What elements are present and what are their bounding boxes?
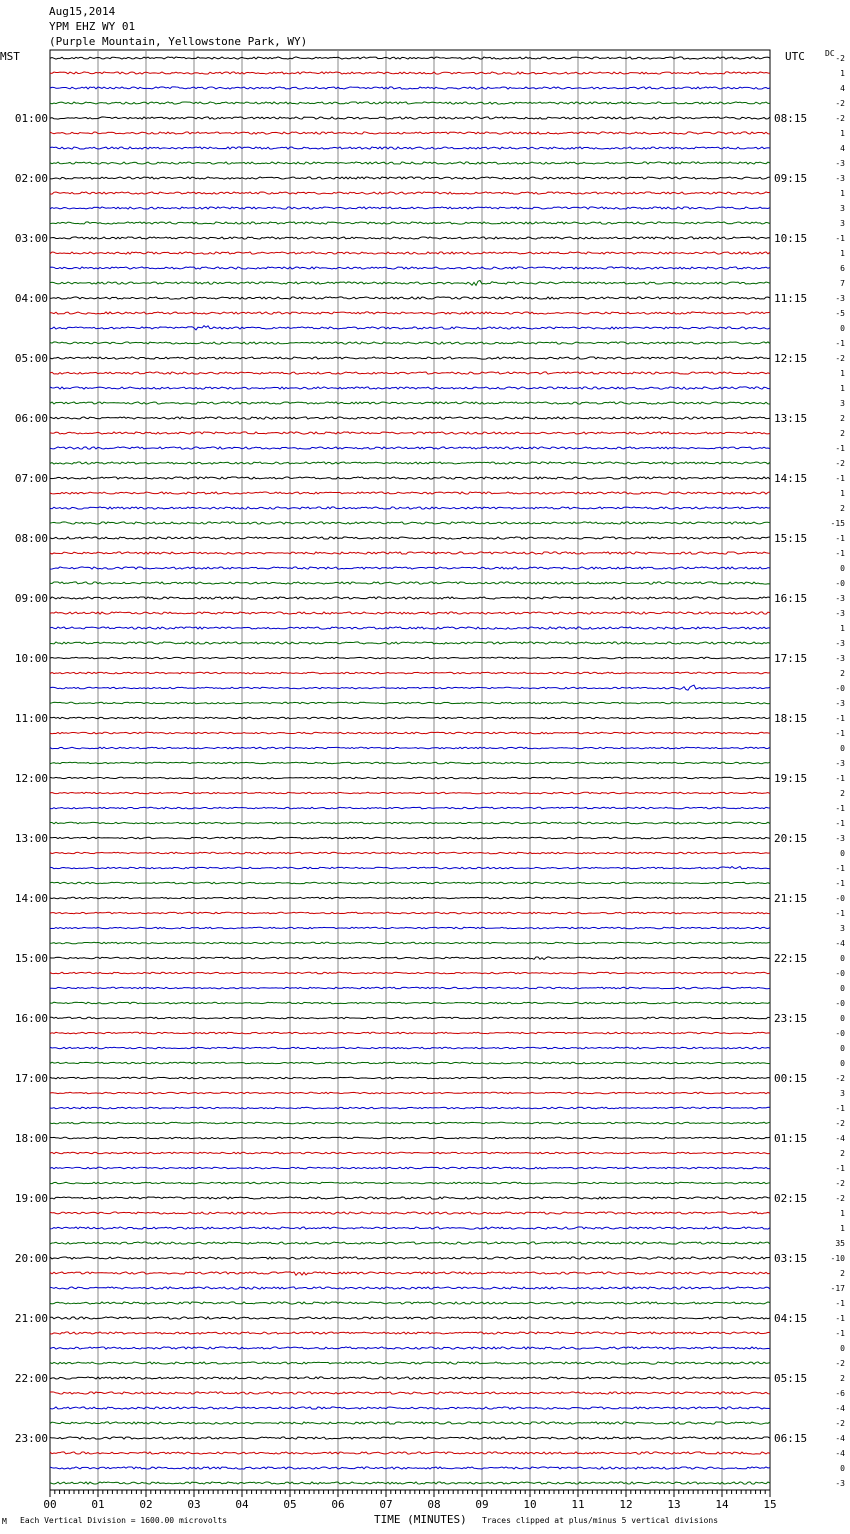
trace-line [50,597,770,599]
trace-line [50,372,770,374]
dc-offset-label: -3 [835,294,845,303]
hour-label-utc: 05:15 [774,1372,808,1385]
dc-offset-label: -1 [835,1329,845,1338]
dc-offset-label: 1 [840,69,845,78]
dc-offset-label: 1 [840,1209,845,1218]
dc-offset-label: 2 [840,1374,845,1383]
hour-label-local: 18:00 [14,1132,48,1145]
hour-label-utc: 17:15 [774,652,808,665]
trace-line [50,477,770,479]
hour-label-local: 14:00 [14,892,48,905]
x-tick-label: 15 [763,1498,777,1511]
trace-line [50,192,770,194]
trace-line [50,1452,770,1454]
trace-line [50,1392,770,1394]
dc-offset-label: -3 [835,834,845,843]
trace-line [50,326,770,330]
hour-label-local: 01:00 [14,112,48,125]
trace-line [50,492,770,494]
hour-label-local: 04:00 [14,292,48,305]
dc-offset-label: 0 [840,744,845,753]
trace-line [50,972,770,974]
trace-line [50,237,770,239]
trace-line [50,822,770,824]
dc-offset-label: -1 [835,1314,845,1323]
dc-offset-label: 6 [840,264,845,273]
hour-label-utc: 00:15 [774,1072,808,1085]
x-tick-label: 01 [91,1498,105,1511]
dc-column-label: DC [825,49,835,58]
trace-line [50,717,770,719]
trace-line [50,447,770,449]
hour-label-utc: 03:15 [774,1252,808,1265]
trace-line [50,1212,770,1214]
dc-offset-label: -3 [835,1479,845,1488]
trace-line [50,1002,770,1004]
trace-line [50,387,770,389]
x-tick-label: 03 [187,1498,201,1511]
dc-offset-label: -2 [835,1359,845,1368]
trace-line [50,1197,770,1199]
hour-label-utc: 15:15 [774,532,808,545]
trace-line [50,162,770,164]
x-tick-label: 12 [619,1498,633,1511]
dc-offset-label: -6 [835,1389,845,1398]
dc-offset-label: 2 [840,414,845,423]
trace-line [50,280,770,285]
trace-line [50,1317,770,1319]
time-axis [43,1490,776,1511]
dc-offset-label: 7 [840,279,845,288]
trace-line [50,1407,770,1409]
hour-label-local: 07:00 [14,472,48,485]
hour-label-local: 23:00 [14,1432,48,1445]
dc-offset-label: -4 [835,939,845,948]
trace-line [50,1437,770,1439]
trace-line [50,177,770,179]
trace-line [50,672,770,674]
seismic-traces [50,57,770,1484]
trace-line [50,1257,770,1259]
hour-label-utc: 14:15 [774,472,808,485]
trace-line [50,612,770,614]
hour-label-utc: 06:15 [774,1432,808,1445]
hour-label-utc: 10:15 [774,232,808,245]
dc-offset-label: 2 [840,669,845,678]
hour-label-local: 16:00 [14,1012,48,1025]
trace-line [50,252,770,254]
dc-offset-label: 1 [840,189,845,198]
trace-line [50,1482,770,1484]
trace-line [50,222,770,224]
trace-line [50,147,770,149]
corner-mark: M [2,1517,7,1526]
trace-line [50,567,770,569]
trace-line [50,1137,770,1139]
hour-label-utc: 11:15 [774,292,808,305]
dc-offset-label: 0 [840,564,845,573]
hour-label-utc: 12:15 [774,352,808,365]
dc-offset-label: -3 [835,594,845,603]
trace-line [50,1077,770,1079]
trace-line [50,102,770,104]
dc-offset-label: 0 [840,1059,845,1068]
dc-offset-label: -1 [835,474,845,483]
trace-line [50,57,770,59]
dc-offset-label: -3 [835,699,845,708]
trace-line [50,777,770,779]
trace-line [50,402,770,404]
trace-line [50,1032,770,1034]
dc-offset-label: -1 [835,864,845,873]
trace-line [50,685,770,690]
dc-offset-label: 3 [840,1089,845,1098]
trace-line [50,866,770,868]
dc-offset-label: 3 [840,399,845,408]
trace-line [50,762,770,764]
dc-offset-label: -1 [835,774,845,783]
hour-label-utc: 09:15 [774,172,808,185]
x-tick-label: 10 [523,1498,537,1511]
trace-line [50,117,770,119]
dc-offset-label: -2 [835,354,845,363]
dc-offset-label: 0 [840,954,845,963]
trace-line [50,312,770,314]
hour-label-utc: 22:15 [774,952,808,965]
scale-note: Each Vertical Division = 1600.00 microvolts [20,1516,228,1525]
trace-line [50,642,770,644]
dc-offset-label: 4 [840,144,845,153]
hour-label-utc: 04:15 [774,1312,808,1325]
dc-offset-label: -2 [835,459,845,468]
trace-line [50,462,770,464]
hour-label-utc: 02:15 [774,1192,808,1205]
hour-label-local: 03:00 [14,232,48,245]
trace-line [50,87,770,89]
hour-label-utc: 23:15 [774,1012,808,1025]
trace-line [50,1302,770,1304]
dc-offset-label: 0 [840,1014,845,1023]
x-tick-label: 07 [379,1498,393,1511]
dc-offset-label: 4 [840,84,845,93]
trace-line [50,582,770,584]
hour-label-utc: 21:15 [774,892,808,905]
x-tick-label: 04 [235,1498,249,1511]
trace-line [50,417,770,419]
x-tick-label: 00 [43,1498,57,1511]
trace-line [50,1107,770,1109]
dc-offset-label: 2 [840,504,845,513]
dc-offset-label: -17 [830,1284,845,1293]
hour-label-utc: 20:15 [774,832,808,845]
dc-offset-label: 1 [840,369,845,378]
dc-offset-label: 3 [840,924,845,933]
trace-line [50,912,770,914]
hour-label-local: 12:00 [14,772,48,785]
dc-offset-label: -1 [835,819,845,828]
trace-line [50,1227,770,1229]
dc-offset-label: 3 [840,204,845,213]
trace-line [50,1122,770,1124]
dc-offset-label: -1 [835,714,845,723]
dc-offset-label: -10 [830,1254,845,1263]
trace-line [50,1167,770,1169]
trace-line [50,297,770,299]
dc-offset-label: -5 [835,309,845,318]
x-tick-label: 06 [331,1498,345,1511]
dc-offset-label: 35 [835,1239,845,1248]
hour-label-local: 09:00 [14,592,48,605]
trace-line [50,852,770,854]
dc-offset-label: 0 [840,324,845,333]
dc-offset-label: 3 [840,219,845,228]
trace-line [50,342,770,344]
x-tick-label: 02 [139,1498,153,1511]
dc-offset-label: -1 [835,234,845,243]
dc-offset-label: 0 [840,849,845,858]
trace-line [50,207,770,209]
dc-offset-label: -1 [835,444,845,453]
dc-offset-label: -0 [835,999,845,1008]
dc-offset-label: -4 [835,1449,845,1458]
x-tick-label: 08 [427,1498,441,1511]
x-tick-label: 11 [571,1498,585,1511]
trace-line [50,987,770,989]
dc-offset-label: -4 [835,1404,845,1413]
hour-label-local: 02:00 [14,172,48,185]
dc-offset-label: -2 [835,1074,845,1083]
trace-line [50,1332,770,1334]
dc-offset-label: 2 [840,789,845,798]
hour-label-utc: 13:15 [774,412,808,425]
dc-offset-label: -2 [835,1179,845,1188]
trace-line [50,537,770,539]
dc-offset-label: -3 [835,174,845,183]
trace-line [50,1242,770,1244]
dc-offset-label: 1 [840,1224,845,1233]
trace-line [50,942,770,944]
x-axis-title: TIME (MINUTES) [374,1513,467,1526]
hour-label-local: 10:00 [14,652,48,665]
dc-offset-label: -3 [835,159,845,168]
x-tick-label: 09 [475,1498,489,1511]
trace-line [50,747,770,749]
trace-line [50,1347,770,1349]
hour-label-local: 05:00 [14,352,48,365]
trace-line [50,72,770,74]
dc-offset-label: -1 [835,879,845,888]
dc-offset-label: -3 [835,759,845,768]
dc-offset-label: -3 [835,609,845,618]
hour-label-utc: 01:15 [774,1132,808,1145]
hour-label-local: 20:00 [14,1252,48,1265]
x-tick-label: 13 [667,1498,681,1511]
dc-offset-label: 2 [840,1269,845,1278]
dc-offset-label: -0 [835,684,845,693]
trace-line [50,882,770,884]
trace-line [50,1062,770,1064]
dc-offset-label: -15 [830,519,845,528]
dc-offset-label: -2 [835,1419,845,1428]
trace-line [50,267,770,269]
trace-line [50,357,770,359]
trace-line [50,1422,770,1424]
trace-line [50,837,770,839]
trace-line [50,1152,770,1154]
trace-line [50,1287,770,1289]
hour-label-local: 19:00 [14,1192,48,1205]
dc-offset-label: -2 [835,114,845,123]
dc-offset-label: -1 [835,549,845,558]
trace-line [50,432,770,434]
header-date: Aug15,2014 [49,5,116,18]
x-tick-label: 05 [283,1498,297,1511]
dc-offset-label: -1 [835,1104,845,1113]
dc-offset-label: -1 [835,339,845,348]
trace-line [50,1182,770,1184]
header-location: (Purple Mountain, Yellowstone Park, WY) [49,35,308,48]
dc-offset-label: 1 [840,624,845,633]
trace-line [50,1272,770,1275]
trace-line [50,1017,770,1019]
hour-label-local: 21:00 [14,1312,48,1325]
dc-offset-label: 2 [840,1149,845,1158]
dc-offset-label: -2 [835,54,845,63]
trace-line [50,1047,770,1049]
trace-line [50,897,770,899]
trace-line [50,1362,770,1364]
trace-line [50,792,770,794]
trace-line [50,1467,770,1469]
dc-offset-label: -2 [835,99,845,108]
dc-offset-label: 2 [840,429,845,438]
trace-line [50,507,770,509]
trace-line [50,522,770,524]
dc-offset-label: -2 [835,1119,845,1128]
dc-offset-label: -1 [835,804,845,813]
dc-offset-label: -1 [835,1299,845,1308]
dc-offset-label: 0 [840,1464,845,1473]
dc-offset-label: -1 [835,1164,845,1173]
dc-offset-label: -2 [835,1194,845,1203]
hour-label-local: 11:00 [14,712,48,725]
trace-line [50,807,770,809]
hour-label-local: 06:00 [14,412,48,425]
dc-offset-label: -0 [835,969,845,978]
trace-line [50,657,770,659]
dc-offset-label: -1 [835,909,845,918]
trace-line [50,927,770,929]
dc-offset-label: -4 [835,1434,845,1443]
trace-line [50,552,770,554]
hour-label-local: 15:00 [14,952,48,965]
dc-offset-label: 1 [840,384,845,393]
trace-line [50,702,770,704]
hour-label-local: 13:00 [14,832,48,845]
trace-line [50,1377,770,1379]
dc-offset-label: -1 [835,534,845,543]
hour-label-local: 08:00 [14,532,48,545]
right-timezone-label: UTC [785,50,805,63]
clip-note: Traces clipped at plus/minus 5 vertical divisions [482,1516,719,1525]
hour-label-utc: 18:15 [774,712,808,725]
hour-label-utc: 19:15 [774,772,808,785]
trace-line [50,627,770,629]
x-tick-label: 14 [715,1498,729,1511]
dc-offset-label: -3 [835,654,845,663]
trace-line [50,732,770,734]
dc-offset-label: -1 [835,729,845,738]
hour-label-utc: 16:15 [774,592,808,605]
dc-offset-label: 0 [840,1044,845,1053]
header-station: YPM EHZ WY 01 [49,20,136,33]
hour-label-local: 17:00 [14,1072,48,1085]
dc-offset-label: -0 [835,894,845,903]
trace-line [50,957,770,960]
dc-offset-label: -3 [835,639,845,648]
hour-label-utc: 08:15 [774,112,808,125]
trace-line [50,132,770,134]
dc-offset-label: 0 [840,1344,845,1353]
dc-offset-label: -4 [835,1134,845,1143]
dc-offset-label: 1 [840,489,845,498]
dc-offset-label: 1 [840,249,845,258]
dc-offset-label: 0 [840,984,845,993]
dc-offset-label: -0 [835,579,845,588]
left-timezone-label: MST [0,50,20,63]
dc-offset-label: -0 [835,1029,845,1038]
dc-offset-label: 1 [840,129,845,138]
hour-label-local: 22:00 [14,1372,48,1385]
trace-line [50,1092,770,1094]
